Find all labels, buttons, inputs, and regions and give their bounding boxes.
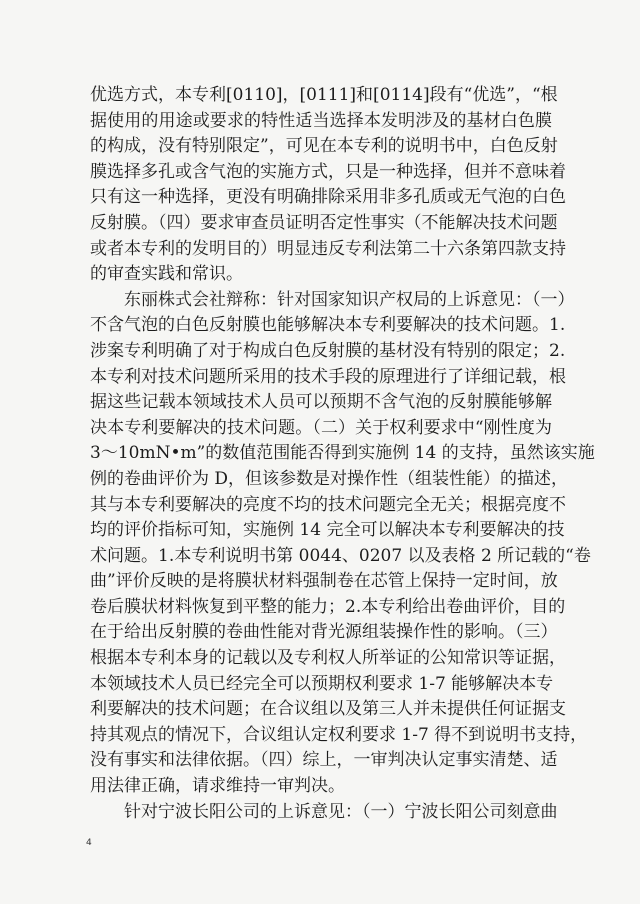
text-line: 没有事实和法律依据。（四）综上，一审判决认定事实清楚、适	[90, 750, 558, 771]
text-line: 据这些记载本领域技术人员可以预期不含气泡的反射膜能够解	[90, 392, 552, 413]
text-line: 本领域技术人员已经完全可以预期权利要求 1-7 能够解决本专	[90, 673, 554, 694]
text-line: 均的评价指标可知，实施例 14 完全可以解决本专利要解决的技	[90, 520, 565, 541]
text-line: 3～10mN•m”的数值范围能否得到实施例 14 的支持，虽然该实施	[90, 443, 595, 464]
text-line: 涉案专利明确了对于构成白色反射膜的基材没有特别的限定；2.	[90, 340, 566, 361]
text-line: 用法律正确，请求维持一审判决。	[90, 776, 345, 797]
text-line: 例的卷曲评价为 D，但该参数是对操作性（组装性能）的描述，	[90, 468, 569, 489]
text-line: 优选方式，本专利[0110]，[0111]和[0114]段有“优选”，“根	[90, 85, 558, 105]
text-line: 在于给出反射膜的卷曲性能对背光源组装操作性的影响。（三）	[90, 622, 558, 643]
text-line: 根据本专利本身的记载以及专利权人所举证的公知常识等证据，	[90, 648, 566, 669]
text-line: 决本专利要解决的技术问题。（二）关于权利要求中“刚性度为	[90, 417, 552, 438]
body-text	[90, 83, 595, 825]
text-line: 术问题。1.本专利说明书第 0044、0207 以及表格 2 所记载的“卷	[90, 545, 591, 566]
text-line: 的审查实践和常识。	[90, 264, 243, 285]
text-line: 膜选择多孔或含气泡的实施方式，只是一种选择，但并不意味着	[90, 161, 566, 182]
text-line: 持其观点的情况下，合议组认定权利要求 1-7 得不到说明书支持，	[90, 724, 588, 745]
text-line: 据使用的用途或要求的特性适当选择本发明涉及的基材白色膜	[90, 110, 552, 131]
text-line: 反射膜。（四）要求审查员证明否定性事实（不能解决技术问题	[90, 212, 558, 233]
text-line: 利要解决的技术问题；在合议组以及第三人并未提供任何证据支	[90, 699, 566, 720]
text-line: 只有这一种选择，更没有明确排除采用非多孔质或无气泡的白色	[90, 187, 566, 208]
text-line: 曲”评价反映的是将膜状材料强制卷在芯管上保持一定时间，放	[90, 571, 558, 592]
page-number: 4	[86, 838, 92, 848]
text-line: 的构成，没有特别限定”，可见在本专利的说明书中，白色反射	[90, 136, 558, 157]
paragraph-start-line: 东丽株式会社辩称：针对国家知识产权局的上诉意见：（一）	[124, 289, 575, 310]
text-line: 不含气泡的白色反射膜也能够解决本专利要解决的技术问题。1.	[90, 315, 566, 336]
paragraph-start-line: 针对宁波长阳公司的上诉意见：（一）宁波长阳公司刻意曲	[124, 801, 558, 822]
text-line: 本专利对技术问题所采用的技术手段的原理进行了详细记载，根	[90, 366, 566, 387]
text-line: 卷后膜状材料恢复到平整的能力；2.本专利给出卷曲评价，目的	[90, 596, 566, 617]
text-line: 或者本专利的发明目的）明显违反专利法第二十六条第四款支持	[90, 238, 566, 259]
text-line: 其与本专利要解决的亮度不均的技术问题完全无关；根据亮度不	[90, 494, 566, 515]
